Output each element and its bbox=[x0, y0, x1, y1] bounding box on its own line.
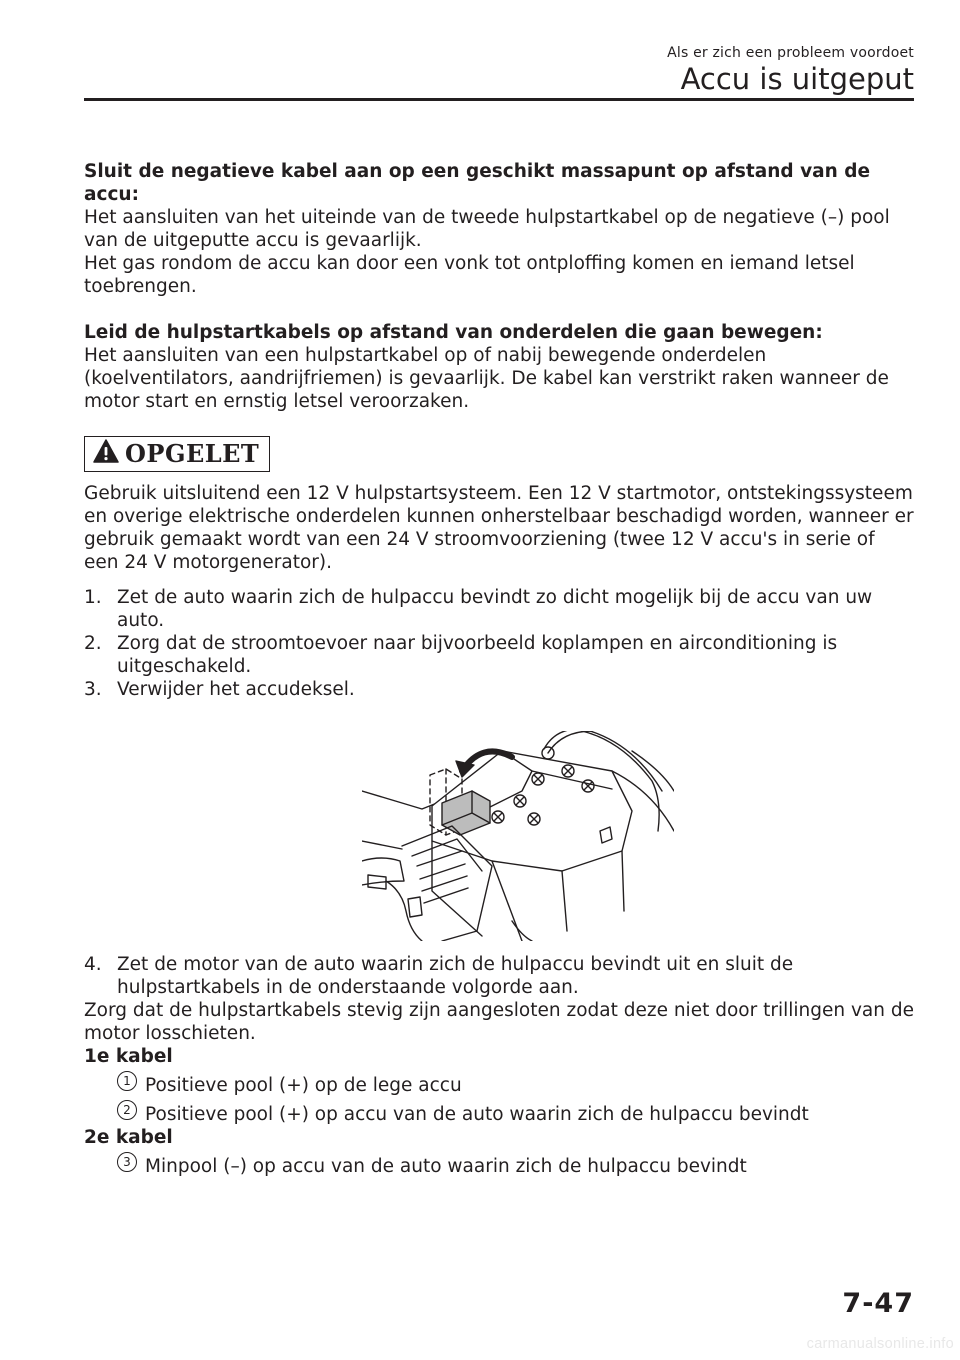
warning2-body: Het aansluiten van een hulpstartkabel op of nabij bewegende onderdelen (koelventilators, aandrijfriemen) is gevaarlijk. De kabel kan verstrikt raken wanneer de motor start en ernstig letsel veroorzaken. bbox=[84, 345, 889, 412]
cable-step bbox=[117, 1155, 914, 1178]
section-title: Als er zich een probleem voordoet bbox=[667, 45, 914, 61]
list-item bbox=[84, 953, 914, 999]
battery-cover-illustration bbox=[362, 731, 674, 941]
steps-list-continued bbox=[84, 953, 914, 999]
step-marker: 3 bbox=[117, 1152, 137, 1172]
warning2-heading: Leid de hulpstartkabels op afstand van onderdelen die gaan bewegen: bbox=[84, 322, 823, 343]
header-rule bbox=[84, 98, 914, 101]
step-number: 3. bbox=[84, 679, 102, 700]
list-item bbox=[84, 586, 914, 632]
warning1-body: Het aansluiten van het uiteinde van de tweede hulpstartkabel op de negatieve (–) pool van de uitgeputte accu is gevaarlijk. bbox=[84, 207, 890, 251]
step-marker: 1 bbox=[117, 1071, 137, 1091]
watermark: carmanualsonline.info bbox=[806, 1336, 954, 1352]
warning1-body2: Het gas rondom de accu kan door een vonk tot ontploffing komen en iemand letsel toebrengen. bbox=[84, 253, 855, 297]
caution-label: OPGELET bbox=[125, 439, 260, 468]
step-text: Zet de motor van de auto waarin zich de hulpaccu bevindt uit en sluit de hulpstartkabels in de onderstaande volgorde aan. bbox=[117, 954, 794, 998]
step-text: Verwijder het accudeksel. bbox=[117, 679, 355, 700]
list-item bbox=[84, 678, 914, 701]
warning-triangle-icon bbox=[93, 439, 119, 469]
cable1-label: 1e kabel bbox=[84, 1046, 173, 1067]
cable2-label: 2e kabel bbox=[84, 1127, 173, 1148]
cable-step bbox=[117, 1103, 914, 1126]
caution-box bbox=[84, 436, 270, 472]
step-marker: 2 bbox=[117, 1100, 137, 1120]
step-number: 1. bbox=[84, 587, 102, 608]
warning1-heading: Sluit de negatieve kabel aan op een geschikt massapunt op afstand van de accu: bbox=[84, 161, 871, 205]
step-number: 4. bbox=[84, 954, 102, 975]
page-title: Accu is uitgeput bbox=[680, 62, 914, 96]
cable-step-text: Positieve pool (+) op de lege accu bbox=[145, 1075, 462, 1096]
cable-step bbox=[117, 1074, 914, 1097]
list-item bbox=[84, 632, 914, 678]
cable-step-text: Minpool (–) op accu van de auto waarin zich de hulpaccu bevindt bbox=[145, 1156, 747, 1177]
step-number: 2. bbox=[84, 633, 102, 654]
steps-list bbox=[84, 586, 914, 701]
caution-body: Gebruik uitsluitend een 12 V hulpstartsysteem. Een 12 V startmotor, ontstekingssysteem en overige elektrische onderdelen kunnen onherstelbaar beschadigd worden, wanneer er gebruik gemaakt wordt van een 24 V stroomvoorziening (twee 12 V accu's in serie of een 24 V motorgenerator). bbox=[84, 483, 914, 573]
page-number: 7-47 bbox=[842, 1288, 914, 1319]
step4-text2: Zorg dat de hulpstartkabels stevig zijn aangesloten zodat deze niet door trillingen van de motor losschieten. bbox=[84, 1000, 914, 1044]
cable-step-text: Positieve pool (+) op accu van de auto waarin zich de hulpaccu bevindt bbox=[145, 1104, 809, 1125]
step-text: Zet de auto waarin zich de hulpaccu bevindt zo dicht mogelijk bij de accu van uw auto. bbox=[117, 587, 873, 631]
step-text: Zorg dat de stroomtoevoer naar bijvoorbeeld koplampen en airconditioning is uitgeschakeld. bbox=[117, 633, 838, 677]
page-header bbox=[84, 44, 914, 104]
page-content bbox=[84, 160, 914, 1178]
